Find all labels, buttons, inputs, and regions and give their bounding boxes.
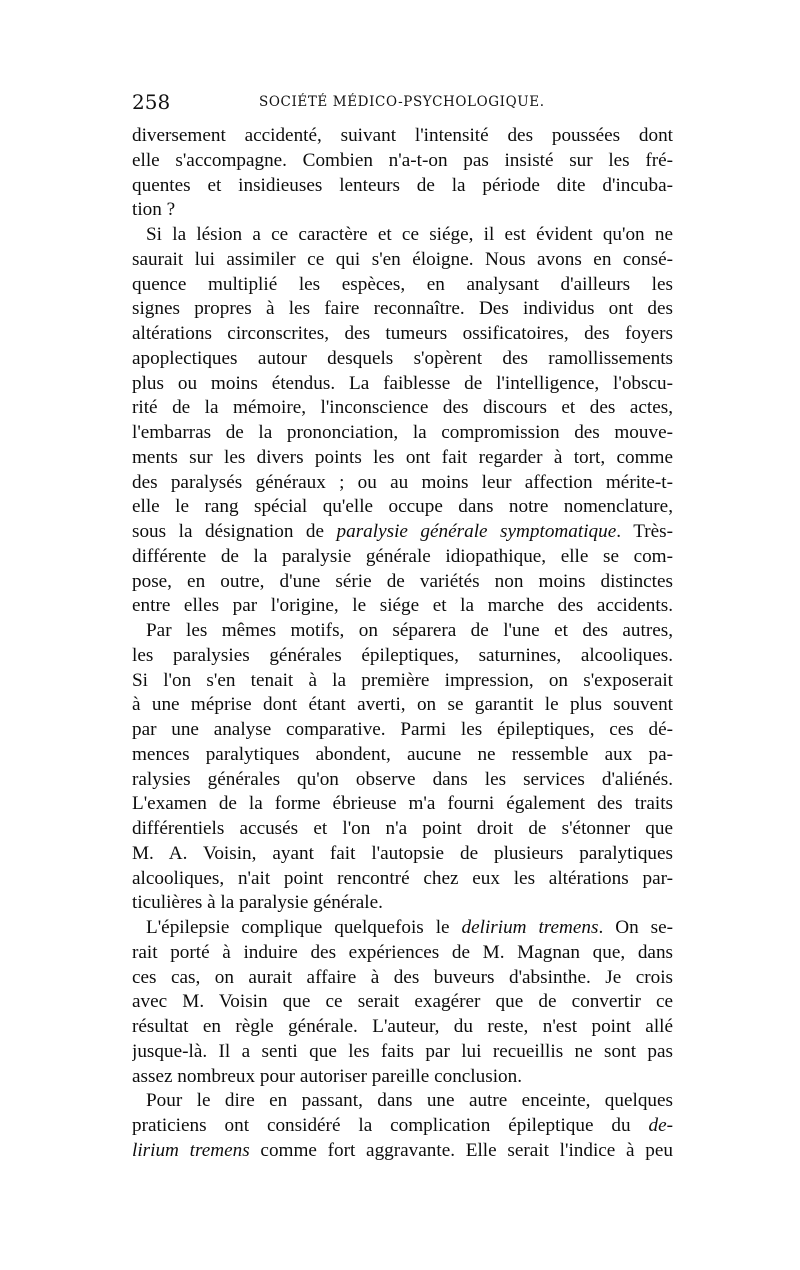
text-line: apoplectiques autour desquels s'opèrent des ramollissements [132, 347, 673, 369]
text-line: tion ? [132, 199, 176, 221]
text-line: rait porté à induire des expériences de M. Magnan que, dans [132, 941, 673, 963]
text-line: différentiels accusés et l'on n'a point droit de s'étonner que [132, 818, 673, 839]
paragraph-4 [132, 916, 673, 1089]
page-number: 258 [132, 90, 171, 114]
text-line: Par les mêmes motifs, on séparera de l'une et des autres, [146, 620, 673, 641]
text-line: alcooliques, n'ait point rencontré chez eux les altérations par- [132, 867, 673, 889]
text-line: ticulières à la paralysie générale. [132, 892, 383, 914]
text-line: mences paralytiques abondent, aucune ne ressemble aux pa- [132, 743, 673, 765]
text-line: jusque-là. Il a senti que les faits par lui recueillis ne sont pas [132, 1040, 673, 1062]
italic-phrase: de- [648, 1115, 673, 1136]
text-line: ralysies générales qu'on observe dans les services d'aliénés. [132, 768, 673, 790]
text-line-mixed [132, 520, 673, 545]
text-line: à une méprise dont étant averti, on se garantit le plus souvent [132, 694, 673, 716]
text-line: assez nombreux pour autoriser pareille conclusion. [132, 1065, 523, 1087]
text-line: Si la lésion a ce caractère et ce siége, il est évident qu'on ne [146, 224, 673, 245]
text-line: des paralysés généraux ; ou au moins leur affection mérite-t- [132, 471, 673, 493]
text-line: différente de la paralysie générale idiopathique, elle se com- [132, 545, 673, 567]
text-line: diversement accidenté, suivant l'intensité des poussées dont [132, 125, 673, 146]
text-line: plus ou moins étendus. La faiblesse de l'intelligence, l'obscu- [132, 372, 673, 394]
text-line: résultat en règle générale. L'auteur, du reste, n'est point allé [132, 1016, 673, 1037]
text-line-mixed [132, 916, 673, 941]
text-line: Si l'on s'en tenait à la première impression, on s'exposerait [132, 669, 673, 691]
text-line: Pour le dire en passant, dans une autre enceinte, quelques [146, 1090, 673, 1112]
text-line: entre elles par l'origine, le siége et la marche des accidents. [132, 595, 673, 617]
text-run: sous la désignation de [132, 521, 325, 542]
italic-phrase: delirium tremens [461, 917, 599, 938]
text-run: comme fort aggravante. Elle serait l'indice à peu [260, 1139, 673, 1161]
paragraph-3 [132, 619, 673, 916]
text-line: saurait lui assimiler ce qui s'en éloigne. Nous avons en consé- [132, 248, 673, 270]
text-line: rité de la mémoire, l'inconscience des discours et des actes, [132, 397, 673, 419]
text-line: signes propres à les faire reconnaître. Des individus ont des [132, 298, 673, 320]
text-line: quence multiplié les espèces, en analysant d'ailleurs les [132, 273, 673, 295]
text-line-mixed [132, 1114, 673, 1139]
text-line: par une analyse comparative. Parmi les épileptiques, ces dé- [132, 719, 673, 740]
text-line: les paralysies générales épileptiques, saturnines, alcooliques. [132, 644, 673, 666]
text-run: . On se- [598, 917, 673, 938]
text-line: M. A. Voisin, ayant fait l'autopsie de plusieurs paralytiques [132, 842, 673, 864]
text-line: L'examen de la forme ébrieuse m'a fourni également des traits [132, 793, 673, 815]
text-line: elle le rang spécial qu'elle occupe dans notre nomenclature, [132, 496, 673, 518]
text-line-mixed [132, 1139, 673, 1164]
running-head-title: SOCIÉTÉ MÉDICO-PSYCHOLOGIQUE. [259, 94, 545, 110]
paragraph-1 [132, 124, 673, 223]
text-run: L'épilepsie complique quelquefois le [146, 917, 450, 938]
italic-phrase: lirium tremens [132, 1139, 250, 1161]
text-line: l'embarras de la prononciation, la compromission des mouve- [132, 422, 673, 443]
text-line: ments sur les divers points les ont fait regarder à tort, comme [132, 446, 673, 468]
text-line: quentes et insidieuses lenteurs de la période dite d'incuba- [132, 174, 673, 196]
paragraph-5 [132, 1089, 673, 1163]
text-line: avec M. Voisin que ce serait exagérer que de convertir ce [132, 991, 673, 1013]
running-head [132, 90, 673, 116]
page-body [132, 124, 673, 1164]
text-run: . Très- [616, 521, 673, 542]
text-line: elle s'accompagne. Combien n'a-t-on pas insisté sur les fré- [132, 149, 673, 171]
paragraph-2 [132, 223, 673, 619]
text-line: pose, en outre, d'une série de variétés non moins distinctes [132, 570, 673, 592]
italic-phrase: paralysie générale symptomatique [336, 521, 617, 542]
text-line: altérations circonscrites, des tumeurs ossificatoires, des foyers [132, 323, 673, 344]
text-line: ces cas, on aurait affaire à des buveurs d'absinthe. Je crois [132, 966, 673, 988]
text-run: praticiens ont considéré la complication épileptique du [132, 1115, 631, 1136]
